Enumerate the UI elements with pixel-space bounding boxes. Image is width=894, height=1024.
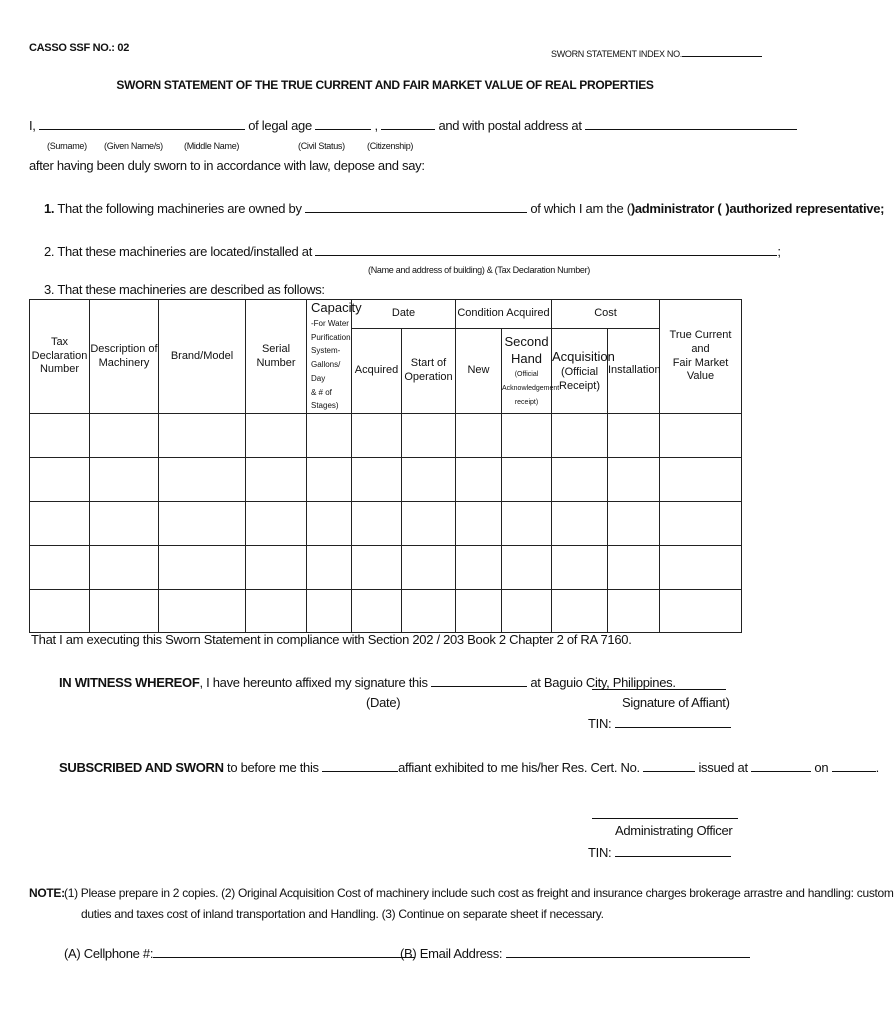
administrator-option[interactable]: )administrator ( xyxy=(630,201,722,216)
table-row[interactable] xyxy=(30,414,742,458)
cellphone-field[interactable] xyxy=(153,946,415,958)
sub-given: (Given Name/s) xyxy=(104,141,163,151)
affiant-signature-line[interactable] xyxy=(592,689,726,690)
subscribed-line xyxy=(59,760,879,775)
sub-surname: (Surname) xyxy=(47,141,87,151)
th-second-hand: Second Hand (Official Acknowledgement receipt) xyxy=(502,329,552,414)
subscribed-date-field[interactable] xyxy=(322,760,398,772)
item-one-text: That the following machineries are owned by xyxy=(57,201,302,216)
table-row[interactable] xyxy=(30,502,742,546)
on-text: on xyxy=(814,760,829,775)
th-acquisition: Acquisition (Official Receipt) xyxy=(552,329,608,414)
form-code: CASSO SSF NO.: 02 xyxy=(29,42,130,54)
th-capacity: Capacity -For Water Purification System- Gallons/ Day & # of Stages) xyxy=(307,300,352,414)
item-three-text: 3. That these machineries are described as follows: xyxy=(44,282,325,297)
th-true-value: True Current and Fair Market Value xyxy=(660,300,742,414)
th-new: New xyxy=(456,329,502,414)
th-date: Date xyxy=(352,300,456,329)
legal-age-text: of legal age xyxy=(248,118,312,133)
name-field[interactable] xyxy=(39,118,245,130)
sub-citizenship: (Citizenship) xyxy=(367,141,414,151)
index-label xyxy=(551,45,762,59)
officer-tin-field[interactable] xyxy=(615,845,731,857)
th-cost: Cost xyxy=(552,300,660,329)
witness-date-field[interactable] xyxy=(431,675,527,687)
subscribed-bold: SUBSCRIBED AND SWORN xyxy=(59,760,224,775)
sub-middle: (Middle Name) xyxy=(184,141,240,151)
witness-bold: IN WITNESS WHEREOF xyxy=(59,675,200,690)
item-one xyxy=(44,201,884,216)
comma-text: , xyxy=(374,118,378,133)
witness-place: at Baguio City, Philippines. xyxy=(530,675,676,690)
th-description: Description of Machinery xyxy=(90,300,159,414)
postal-address-field[interactable] xyxy=(585,118,797,130)
location-field[interactable] xyxy=(315,244,777,256)
email-field[interactable] xyxy=(506,946,750,958)
affiant-tin-field[interactable] xyxy=(615,716,731,728)
th-serial-number: Serial Number xyxy=(246,300,307,414)
table-row[interactable] xyxy=(30,458,742,502)
email-line xyxy=(400,946,750,961)
issued-at-field[interactable] xyxy=(751,760,811,772)
table-header-row xyxy=(30,300,742,329)
res-cert-field[interactable] xyxy=(643,760,695,772)
table-row[interactable] xyxy=(30,546,742,590)
item-two-semicolon: ; xyxy=(777,244,781,259)
period-text: . xyxy=(875,760,879,775)
officer-tin xyxy=(588,845,731,860)
th-brand-model: Brand/Model xyxy=(159,300,246,414)
note-line-1: (1) Please prepare in 2 copies. (2) Original Acquisition Cost of machinery include such cost as freight and insurance charges brokerage arrastre and handling: custom xyxy=(64,886,894,900)
index-number-field[interactable] xyxy=(682,45,762,57)
item-one-number: 1. xyxy=(44,201,55,216)
item-two-text: 2. That these machineries are located/installed at xyxy=(44,244,313,259)
officer-label: Administrating Officer xyxy=(615,823,733,838)
sub-civil: (Civil Status) xyxy=(298,141,345,151)
note-line-2: duties and taxes cost of inland transportation and Handling. (3) Continue on separate sheet if necessary. xyxy=(81,907,604,921)
subscribed-text: to before me this xyxy=(227,760,319,775)
th-condition: Condition Acquired xyxy=(456,300,552,329)
sworn-line: after having been duly sworn to in accordance with law, depose and say: xyxy=(29,158,425,173)
document-title: SWORN STATEMENT OF THE TRUE CURRENT AND FAIR MARKET VALUE OF REAL PROPERTIES xyxy=(116,78,654,92)
officer-signature-line[interactable] xyxy=(592,818,738,819)
th-acquired: Acquired xyxy=(352,329,402,414)
th-installation: Installation xyxy=(608,329,660,414)
citizenship-field[interactable] xyxy=(381,118,435,130)
postal-text: and with postal address at xyxy=(438,118,582,133)
affiant-text: affiant exhibited to me his/her Res. Cert. No. xyxy=(398,760,640,775)
note-label: NOTE: xyxy=(29,886,65,900)
cellphone-label: (A) Cellphone #: xyxy=(64,946,154,961)
witness-line xyxy=(59,675,676,690)
table-row[interactable] xyxy=(30,590,742,633)
date-label: (Date) xyxy=(366,695,401,710)
item-one-of-which: of which I am the ( xyxy=(530,201,631,216)
officer-tin-label: TIN: xyxy=(588,845,612,860)
civil-status-field[interactable] xyxy=(315,118,371,130)
machinery-table xyxy=(29,299,742,633)
email-label: (B) Email Address: xyxy=(400,946,503,961)
item-two-note: (Name and address of building) & (Tax Declaration Number) xyxy=(368,265,591,275)
th-tax-declaration: Tax Declaration Number xyxy=(30,300,90,414)
issued-on-field[interactable] xyxy=(832,760,876,772)
th-start-operation: Start of Operation xyxy=(402,329,456,414)
index-label-text: SWORN STATEMENT INDEX NO. xyxy=(551,49,683,59)
authorized-rep-option[interactable]: )authorized representative; xyxy=(725,201,885,216)
affiant-tin xyxy=(588,716,731,731)
owner-field[interactable] xyxy=(305,201,527,213)
issued-text: issued at xyxy=(698,760,748,775)
intro-i: I, xyxy=(29,118,36,133)
intro-line xyxy=(29,118,797,133)
affiant-signature-label: Signature of Affiant) xyxy=(622,695,730,710)
compliance-statement: That I am executing this Sworn Statement in compliance with Section 202 / 203 Book 2 Chapter 2 of RA 7160. xyxy=(31,632,632,647)
cellphone-line xyxy=(64,946,415,961)
item-two xyxy=(44,244,781,259)
witness-text: , I have hereunto affixed my signature this xyxy=(199,675,428,690)
affiant-tin-label: TIN: xyxy=(588,716,612,731)
